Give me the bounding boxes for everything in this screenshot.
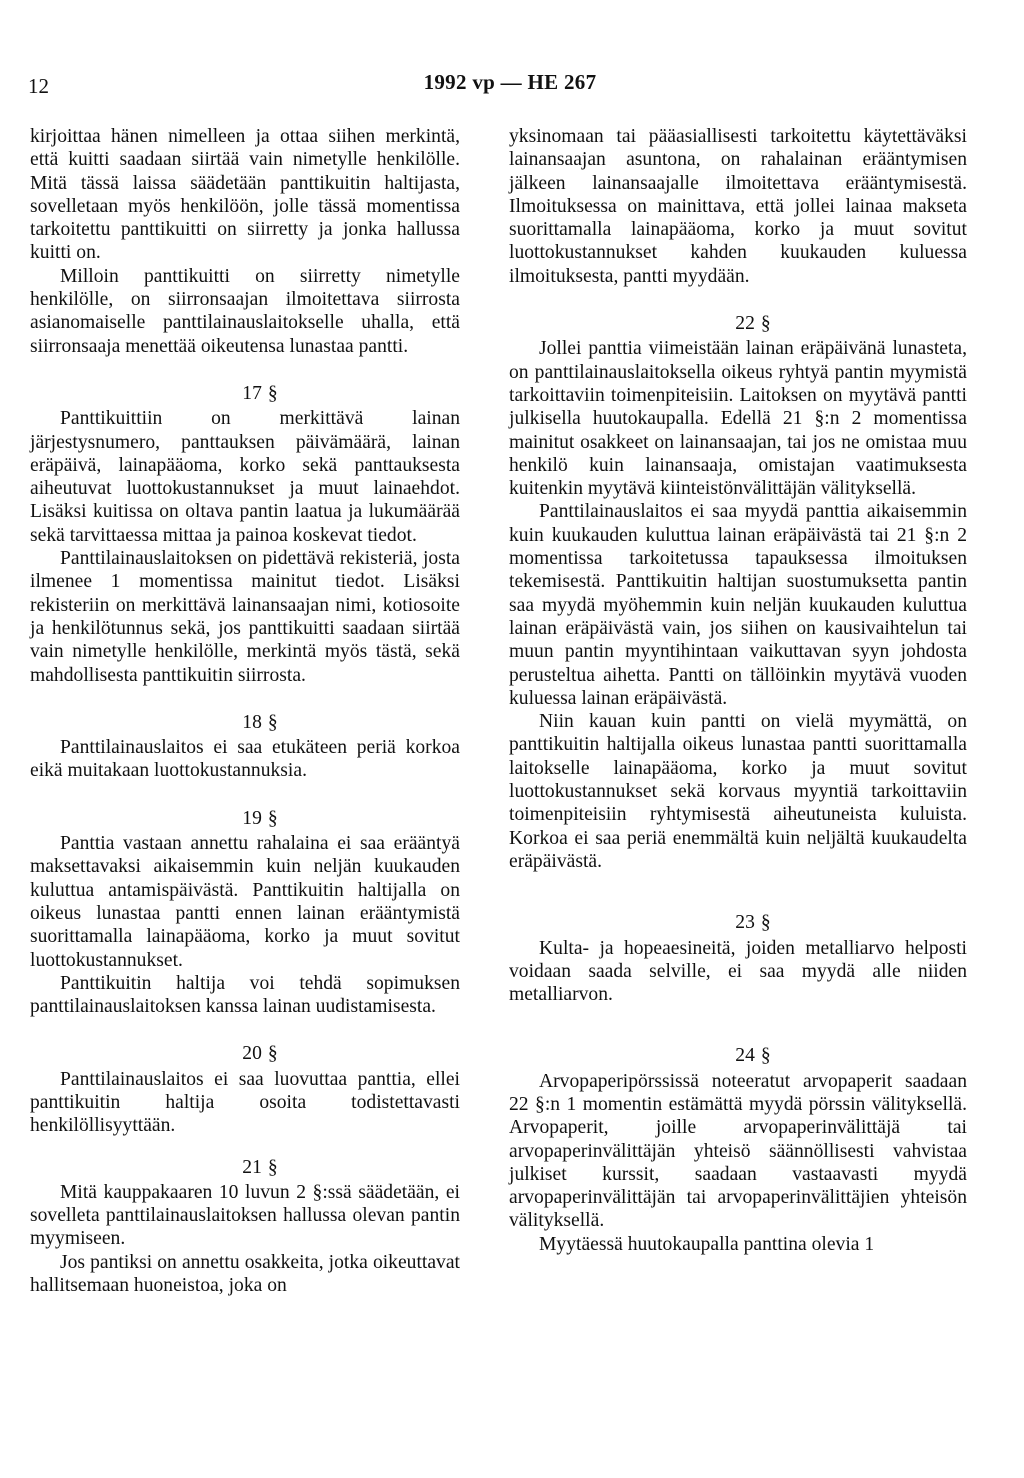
paragraph: Panttilainauslaitos ei saa etukäteen periä korkoa eikä muitakaan luottokustannuksia. <box>30 737 460 782</box>
paragraph: Milloin panttikuitti on siirretty nimetylle henkilölle, on siirronsaajan ilmoitettava siirrosta asianomaiselle panttilainauslaitokselle uhalla, että siirronsaaja menettää oikeutensa lunastaa pantti. <box>30 265 460 357</box>
section-number: 24 <box>735 1045 755 1067</box>
paragraph: Kulta- ja hopeaesineitä, joiden metalliarvo helposti voidaan saada selville, ei saa myydä alle niiden metalliarvon. <box>509 937 967 1006</box>
paragraph: Panttikuittiin on merkittävä lainan järjestysnumero, panttauksen päivämäärä, lainan eräpäivä, lainapääoma, korko sekä panttauksesta aiheutuvat luottokustannukset ja muut lainaehdot. Lisäksi kuitissa on oltava pantin laatua ja lukumäärää sekä tarvittaessa mittaa ja painoa koskevat tiedot. <box>30 408 460 546</box>
paragraph: Panttilainauslaitoksen on pidettävä rekisteriä, josta ilmenee 1 momentissa mainitut tiedot. Lisäksi rekisteriin on merkittävä lainansaajan nimi, kotiosoite ja henkilötunnus sekä, jos panttikuitti saadaan siirtää vain nimetylle henkilölle, merkintä myös tästä, sekä mahdollisesta panttikuitin siirrosta. <box>30 548 460 686</box>
section-heading-21 <box>30 1156 460 1179</box>
paragraph: Arvopaperipörssissä noteeratut arvopaperit saadaan 22 §:n 1 momentin estämättä myydä pörssin välityksellä. Arvopaperit, joille arvopaperinvälittäjä tai arvopaperinvälittäjän yhteisö säännöllisesti vahvistaa julkiset kurssit, saadaan vastaavasti myydä arvopaperinvälittäjän tai arvopaperinvälittäjien yhteisön välityksellä. <box>509 1070 967 1232</box>
section-heading-22 <box>509 312 967 335</box>
section-number: 17 <box>242 382 262 404</box>
section-sign: § <box>267 807 278 829</box>
section-heading-24 <box>509 1044 967 1067</box>
left-column <box>30 125 460 1297</box>
section-number: 20 <box>242 1043 262 1065</box>
paragraph: Panttia vastaan annettu rahalaina ei saa erääntyä maksettavaksi aikaisemmin kuin neljän kuukauden kuluttua antamispäivästä. Panttikuitin haltijalla on oikeus lunastaa pantti ennen lainan erääntymistä suorittamalla lainapääoma, korko ja muut sovitut luottokustannukset. <box>30 833 460 971</box>
section-heading-23 <box>509 911 967 934</box>
running-head: 1992 vp — HE 267 <box>423 70 597 94</box>
section-number: 19 <box>242 807 262 829</box>
paragraph: Jollei panttia viimeistään lainan eräpäivänä lunasteta, on panttilainauslaitoksella oikeus ryhtyä pantin myymistä tarkoittaviin toimenpiteisiin. Laitoksen on myytävä pantti julkisella huutokaupalla. Edellä 21 §:n 2 momentissa mainitut osakkeet on lainansaajan, tai jos ne omistaa muu henkilö kuin lainansaaja, omistajan vaatimuksesta kuitenkin myytävä kiinteistönvälittäjän välityksellä. <box>509 338 967 500</box>
paragraph: Niin kauan kuin pantti on vielä myymättä, on panttikuitin haltijalla oikeus lunastaa pantti suorittamalla laitokselle lainapääoma, korko ja muut sovitut luottokustannukset sekä korvaus myyntiä tarkoittaviin toimenpiteisiin ryhtymisestä aiheutuneista kuluista. Korkoa ei saa periä enemmältä kuin neljältä kuukaudelta eräpäivästä. <box>509 711 967 872</box>
page-number: 12 <box>28 74 49 98</box>
section-sign: § <box>760 313 771 335</box>
section-heading-17 <box>30 382 460 405</box>
paragraph: Myytäessä huutokaupalla panttina olevia 1 <box>539 1233 875 1255</box>
section-number: 22 <box>735 313 755 335</box>
paragraph: Panttilainauslaitos ei saa myydä panttia aikaisemmin kuin kuukauden kuluttua lainan eräpäivästä tai 21 §:n 2 momentissa tarkoitetussa tapauksessa ilmoituksen tekemisestä. Panttikuitin haltijan suostumuksetta pantin saa myydä myöhemmin kuin neljän kuukauden kuluttua lainan eräpäivästä vain, jos siihen on kausivaihtelun tai muun pantin myyntihintaan vaikuttavan syyn johdosta perusteltua aihetta. Pantti on tällöinkin myytävä vuoden kuluessa lainan eräpäivästä. <box>509 501 967 709</box>
section-sign: § <box>267 711 278 733</box>
section-sign: § <box>760 912 771 934</box>
section-sign: § <box>267 1156 278 1178</box>
section-heading-20 <box>30 1042 460 1065</box>
section-sign: § <box>267 382 278 404</box>
right-column <box>509 125 967 1256</box>
paragraph-continued: kirjoittaa hänen nimelleen ja ottaa siihen merkintä, että kuitti saadaan siirtää vain nimetylle henkilölle. Mitä tässä laissa säädetään panttikuitin haltijasta, sovelletaan myös henkilöön, jolle tässä momentissa tarkoitettu panttikuitti on siirretty ja jonka hallussa kuitti on. <box>30 126 460 264</box>
section-number: 23 <box>735 912 755 934</box>
paragraph: Panttilainauslaitos ei saa luovuttaa panttia, ellei panttikuitin haltija osoita todistettavasti henkilöllisyyttään. <box>30 1068 460 1137</box>
paragraph: Panttikuitin haltija voi tehdä sopimuksen panttilainauslaitoksen kanssa lainan uudistamisesta. <box>30 972 460 1018</box>
section-number: 21 <box>242 1156 262 1178</box>
section-sign: § <box>760 1045 771 1067</box>
paragraph: Mitä kauppakaaren 10 luvun 2 §:ssä säädetään, ei sovelleta panttilainauslaitoksen hallussa olevan pantin myymiseen. <box>30 1181 460 1250</box>
section-heading-18 <box>30 711 460 734</box>
section-heading-19 <box>30 807 460 830</box>
paragraph: Jos pantiksi on annettu osakkeita, jotka oikeuttavat hallitsemaan huoneistoa, joka on <box>30 1251 460 1297</box>
paragraph-continued: yksinomaan tai pääasiallisesti tarkoitettu käytettäväksi lainansaajan asuntona, on rahalainan erääntymisen jälkeen lainansaajalle ilmoitettava erääntymisestä. Ilmoituksessa on mainittava, että jollei lainaa makseta suorittamalla lainapääoma, korko ja muut sovitut luottokustannukset kahden kuukauden kuluessa ilmoituksesta, pantti myydään. <box>509 126 967 287</box>
section-sign: § <box>267 1043 278 1065</box>
section-number: 18 <box>242 711 262 733</box>
